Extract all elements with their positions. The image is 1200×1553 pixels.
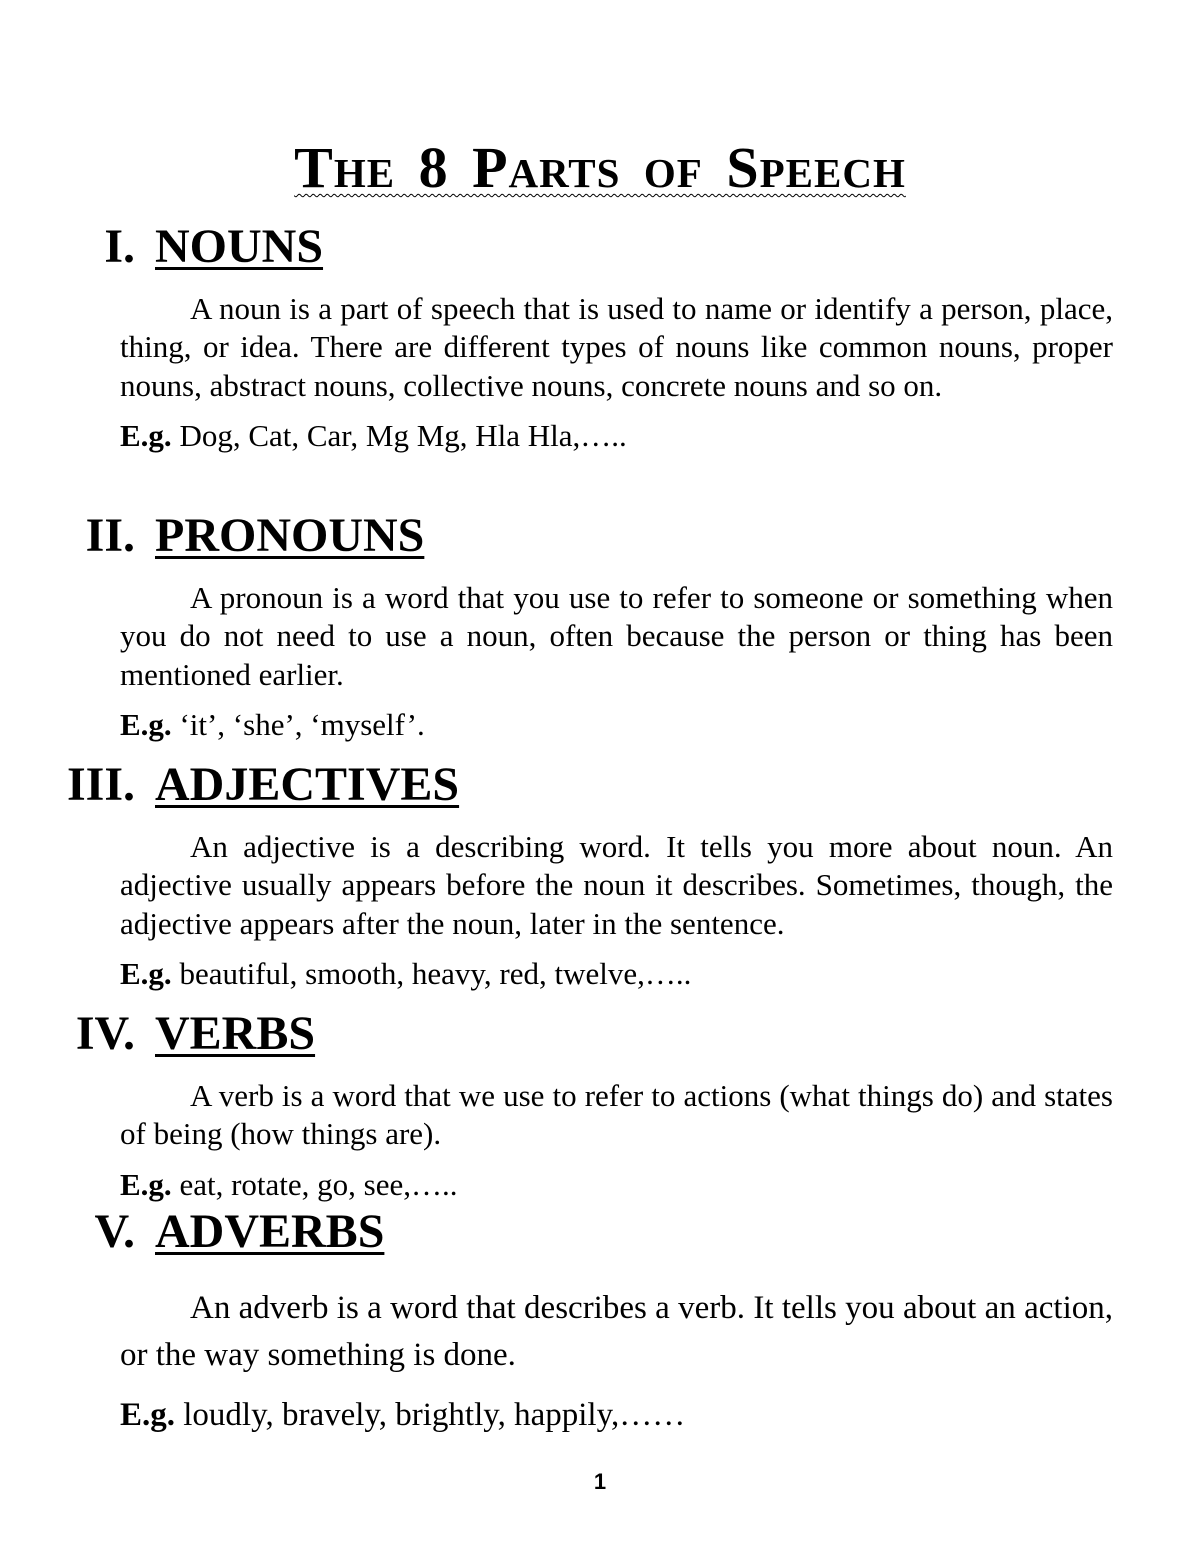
example-label: E.g. — [120, 1166, 172, 1202]
page-title-text: The 8 Parts of Speech — [294, 135, 906, 200]
section-pronouns — [0, 507, 1200, 744]
section-title: VERBS — [155, 1007, 316, 1060]
section-paragraph: A pronoun is a word that you use to refer to someone or something when you do not need to use a noun, often because the person or thing has been mentioned earlier. — [120, 580, 1113, 692]
example-text: beautiful, smooth, heavy, red, twelve,….. — [171, 955, 692, 991]
section-heading — [0, 756, 1200, 814]
page-number: 1 — [593, 1469, 607, 1494]
section-numeral: III. — [66, 758, 135, 811]
example-text: Dog, Cat, Car, Mg Mg, Hla Hla,….. — [171, 417, 627, 453]
section-verbs — [0, 1005, 1200, 1204]
section-numeral: V. — [94, 1205, 135, 1258]
section-example — [120, 1166, 1113, 1204]
example-label: E.g. — [120, 1397, 176, 1433]
section-paragraph: A noun is a part of speech that is used to name or identify a person, place, thing, or idea. There are different types of nouns like common nouns, proper nouns, abstract nouns, collective nouns, concrete nouns and so on. — [120, 291, 1113, 403]
section-example — [120, 706, 1113, 744]
section-example — [120, 417, 1113, 455]
example-label: E.g. — [120, 706, 172, 742]
section-example — [120, 955, 1113, 993]
section-numeral: II. — [85, 509, 135, 562]
section-title: ADJECTIVES — [155, 758, 460, 811]
section-paragraph: A verb is a word that we use to refer to actions (what things do) and states of being (how things are). — [120, 1078, 1113, 1152]
example-text: loudly, bravely, brightly, happily,…… — [175, 1397, 686, 1433]
section-example — [120, 1392, 1113, 1439]
section-paragraph: An adjective is a describing word. It tells you more about noun. An adjective usually appears before the noun it describes. Sometimes, though, the adjective appears after the noun, later in the sentence. — [120, 829, 1113, 941]
section-heading — [0, 507, 1200, 565]
section-adverbs — [0, 1203, 1200, 1439]
example-label: E.g. — [120, 955, 172, 991]
section-heading — [0, 1203, 1200, 1261]
page-title — [0, 136, 1200, 200]
example-label: E.g. — [120, 417, 172, 453]
example-text: eat, rotate, go, see,….. — [171, 1166, 458, 1202]
section-title: ADVERBS — [155, 1205, 385, 1258]
section-numeral: IV. — [75, 1007, 135, 1060]
section-heading — [0, 218, 1200, 276]
section-title: NOUNS — [155, 220, 324, 273]
section-paragraph: An adverb is a word that describes a verb. It tells you about an action, or the way something is done. — [120, 1290, 1113, 1373]
section-heading — [0, 1005, 1200, 1063]
section-numeral: I. — [104, 220, 135, 273]
example-text: ‘it’, ‘she’, ‘myself’. — [171, 706, 425, 742]
section-nouns — [0, 218, 1200, 455]
section-title: PRONOUNS — [155, 509, 425, 562]
section-adjectives — [0, 756, 1200, 993]
